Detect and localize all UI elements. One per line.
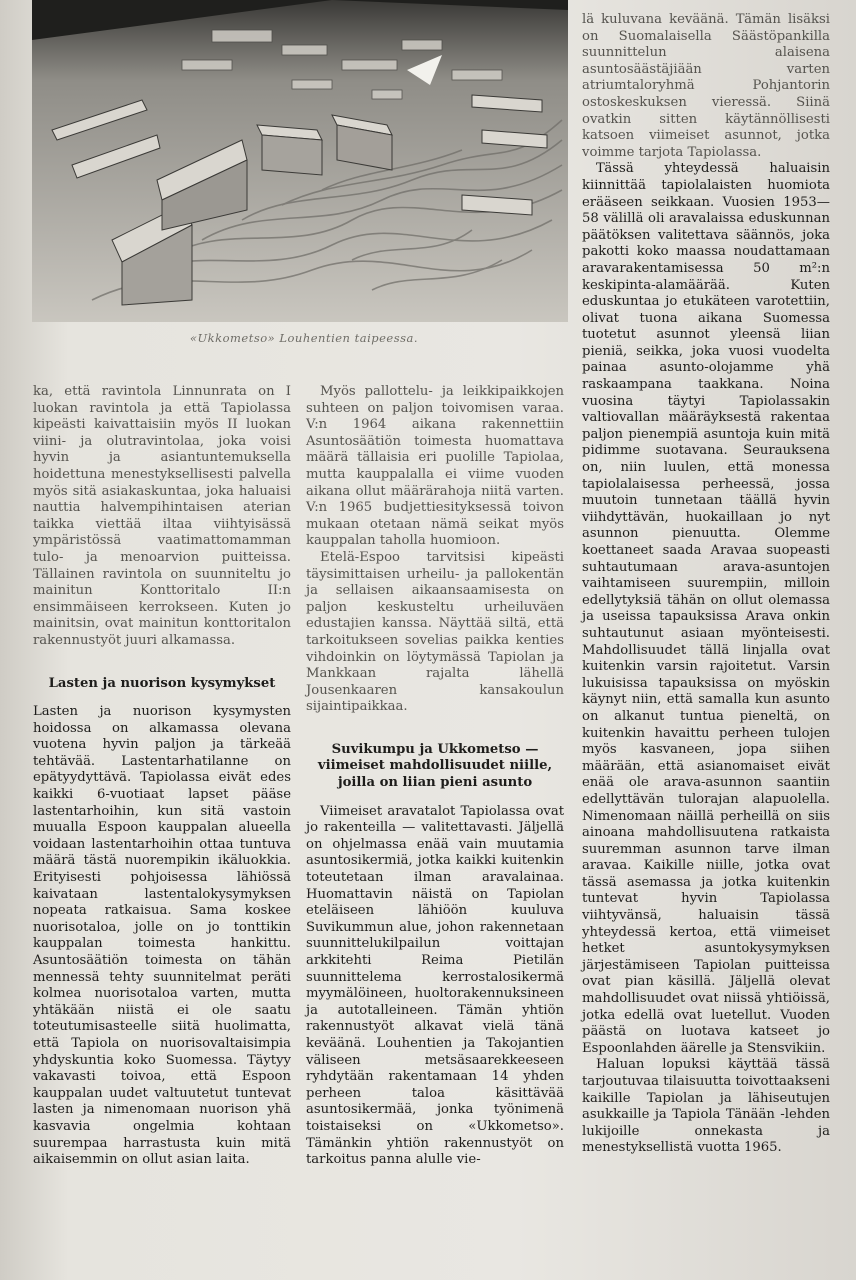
paragraph: lä kuluvana keväänä. Tämän lisäksi on Suomalaisella Säästöpankilla suunnittelun alaisena asuntosäästäjiään varten atriumtaloryhmä Pohjantorin ostoskeskuksen vieressä. Siinä ovatkin sitten käytännöllisesti katsoen viimeiset asunnot, jotka voimme tarjota Tapiolassa. bbox=[582, 12, 830, 160]
text-column-3 bbox=[582, 12, 830, 1157]
paragraph: ka, että ravintola Linnunrata on I luokan ravintola ja että Tapiolassa kipeästi kaivattaisiin myös II luokan viini- ja olutravintolaa, joka voisi hyvin ja asiantuntemuksella hoidettuna menestyksellisesti palvella myös sitä asiakaskuntaa, joka haluaisi nauttia halvempihintaisen aterian taikka viettää iltaa viihtyisässä ympäristössä vaatimattomamman tulo- ja menoarvion puitteissa. Tällainen ravintola on suunniteltu jo mainitun Konttoritalo II:n ensimmäiseen kerrokseen. Kuten jo mainitsin, ovat mainitun konttoritalon rakennustyöt juuri alkamassa. bbox=[33, 384, 291, 648]
paragraph: Etelä-Espoo tarvitsisi kipeästi täysimittaisen urheilu- ja pallokentän ja sellaisen aikaansaamisesta on paljon keskusteltu urheiluväen edustajien kanssa. Näyttää siltä, että tarkoitukseen sovelias paikka kenties vihdoinkin on löytymässä Tapiolan ja Mankkaan rajalta lähellä Jousenkaaren kansakoulun sijaintipaikkaa. bbox=[306, 549, 564, 715]
paragraph: Viimeiset aravatalot Tapiolassa ovat jo rakenteilla — valitettavasti. Jäljellä on ohjelmassa enää vain muutamia asuntosikermiä, jotka kaikki kuitenkin toteutetaan ilman aravalainaa. Huomattavin näistä on Tapiolan eteläiseen lähiöön kuuluva Suvikummun alue, johon rakennetaan suunnittelukilpailun voittajan arkkitehti Reima Pietilän suunnittelema kerrostalosikermä myymälöineen, huoltorakennuksineen ja autotalleineen. Tämän yhtiön rakennustyöt alkavat vielä tänä keväänä. Louhentien ja Takojantien väliseen metsäsaarekkeeseen ryhdytään rakentamaan 14 yhden perheen taloa käsittävää asuntosikermää, jonka työnimenä toistaiseksi on «Ukkometso». Tämänkin yhtiön rakennustyöt on tarkoitus panna alulle vie- bbox=[306, 803, 564, 1168]
photo-caption: «Ukkometso» Louhentien taipeessa. bbox=[189, 331, 419, 345]
section-heading: Lasten ja nuorison kysymykset bbox=[48, 675, 276, 691]
section-heading: Suvikumpu ja Ukkometso — viimeiset mahdollisuudet niille, joilla on liian pieni asunto bbox=[317, 741, 553, 791]
architecture-model-photo bbox=[32, 0, 568, 322]
paragraph: Myös pallottelu- ja leikkipaikkojen suhteen on paljon toivomisen varaa. V:n 1964 aikana rakennettiin Asuntosäätiön toimesta huomattava määrä tällaisia eri puolille Tapiolaa, mutta kauppalalla ei viime vuoden aikana ollut määrärahoja niitä varten. V:n 1965 budjettiesityksessä toivon mukaan otetaan nämä seikat myös kauppalan taholla huomioon. bbox=[306, 384, 564, 549]
text-column-2 bbox=[306, 384, 564, 1169]
paragraph: Lasten ja nuorison kysymysten hoidossa on alkamassa olevana vuotena hyvin paljon ja tärkeää tehtävää. Lastentarhatilanne on epätyydyttävä. Tapiolassa eivät edes kaikki 6-vuotiaat lapset pääse lastentarhoihin, kun sitä vastoin muualla Espoon kauppalan alueella voidaan lastentarhoihin ottaa tuntuva määrä tästä nuorempikin ikäluokkia. Erityisesti pohjoisessa lähiössä kaivataan lastentalokysymyksen nopeata ratkaisua. Sama koskee nuorisotaloa, jolle on jo tonttikin kauppalan toimesta hankittu. Asuntosäätiön toimesta on tähän mennessä tehty suunnitelmat peräti kolmea nuorisotaloa varten, mutta yhtäkään niistä ei ole saatu toteutumisasteelle siitä huolimatta, että Tapiola on nuorisovaltaisimpia yhdyskuntia koko Suomessa. Täytyy vakavasti toivoa, että Espoon kauppalan uudet valtuutetut tuntevat lasten ja nimenomaan nuorison yhä kasvavia ongelmia kohtaan suurempaa harrastusta kuin mitä aikaisemmin on ollut asian laita. bbox=[33, 704, 291, 1168]
paragraph: Tässä yhteydessä haluaisin kiinnittää tapiolalaisten huomiota erääseen seikkaan. Vuosien 1953—58 välillä oli aravalaissa eduskunnan päätöksen valitettava säännös, joka pakotti koko maassa noudattamaan aravarakentamisessa 50 m²:n keskipinta-alamäärää. Kuten eduskuntaa jo etukäteen varotettiin, olivat tuona aikana Suomessa tuotetut asunnot yleensä liian pieniä, seikka, joka vuosi vuodelta painaa asunto-olojamme yhä raskaampana taakkana. Noina vuosina täytyi Tapiolassakin valtiovallan määräyksestä rakentaa paljon pienempiä asuntoja kuin mitä pidimme suotavana. Seurauksena on, niin luulen, että monessa tapiolalaisessa perheessä, jossa muutoin tunnetaan täällä hyvin viihdyttävän, huokaillaan jo nyt asunnon pienuutta. Olemme koettaneet saada Aravaa suopeasti suhtautumaan arava-asuntojen vaihtamiseen suurempiin, milloin edellytyksiä tähän on ollut olemassa ja useissa tapauksissa Arava onkin suhtautunut asiaan myönteisesti. Mahdollisuudet tällä linjalla ovat kuitenkin varsin rajoitetut. Varsin lukuisissa tapauksissa on myöskin käynyt niin, että samalla kun asunto on alkanut tuntua pieneltä, on kuitenkin havaittu perheen tulojen myös kasvaneen, jopa siihen määrään, että asianomaiset eivät enää ole arava-asunnon saantiin edellyttävän tulorajan alapuolella. Nimenomaan näillä perheillä on siis ainoana mahdollisuutena ratkaista suuremman asunnon tarve ilman aravaa. Kaikille niille, jotka ovat tässä asemassa ja jotka kuitenkin tuntevat hyvin Tapiolassa viihtyvänsä, haluaisin tässä yhteydessä kertoa, että viimeiset hetket asuntokysymyksen järjestämiseen Tapiolan puitteissa ovat pian käsillä. Jäljellä olevat mahdollisuudet ovat niissä yhtiöissä, jotka edellä ovat luetellut. Vuoden päästä on luotava katseet jo Espoonlahden äärelle ja Stensvikiin. bbox=[582, 161, 830, 1056]
paragraph: Haluan lopuksi käyttää tässä tarjoutuvaa tilaisuutta toivottaakseni kaikille Tapiolan ja lähiseutujen asukkaille ja Tapiola Tänään -lehden lukijoille onnekasta ja menestyksellistä vuotta 1965. bbox=[582, 1057, 830, 1156]
text-column-1 bbox=[33, 384, 291, 1169]
